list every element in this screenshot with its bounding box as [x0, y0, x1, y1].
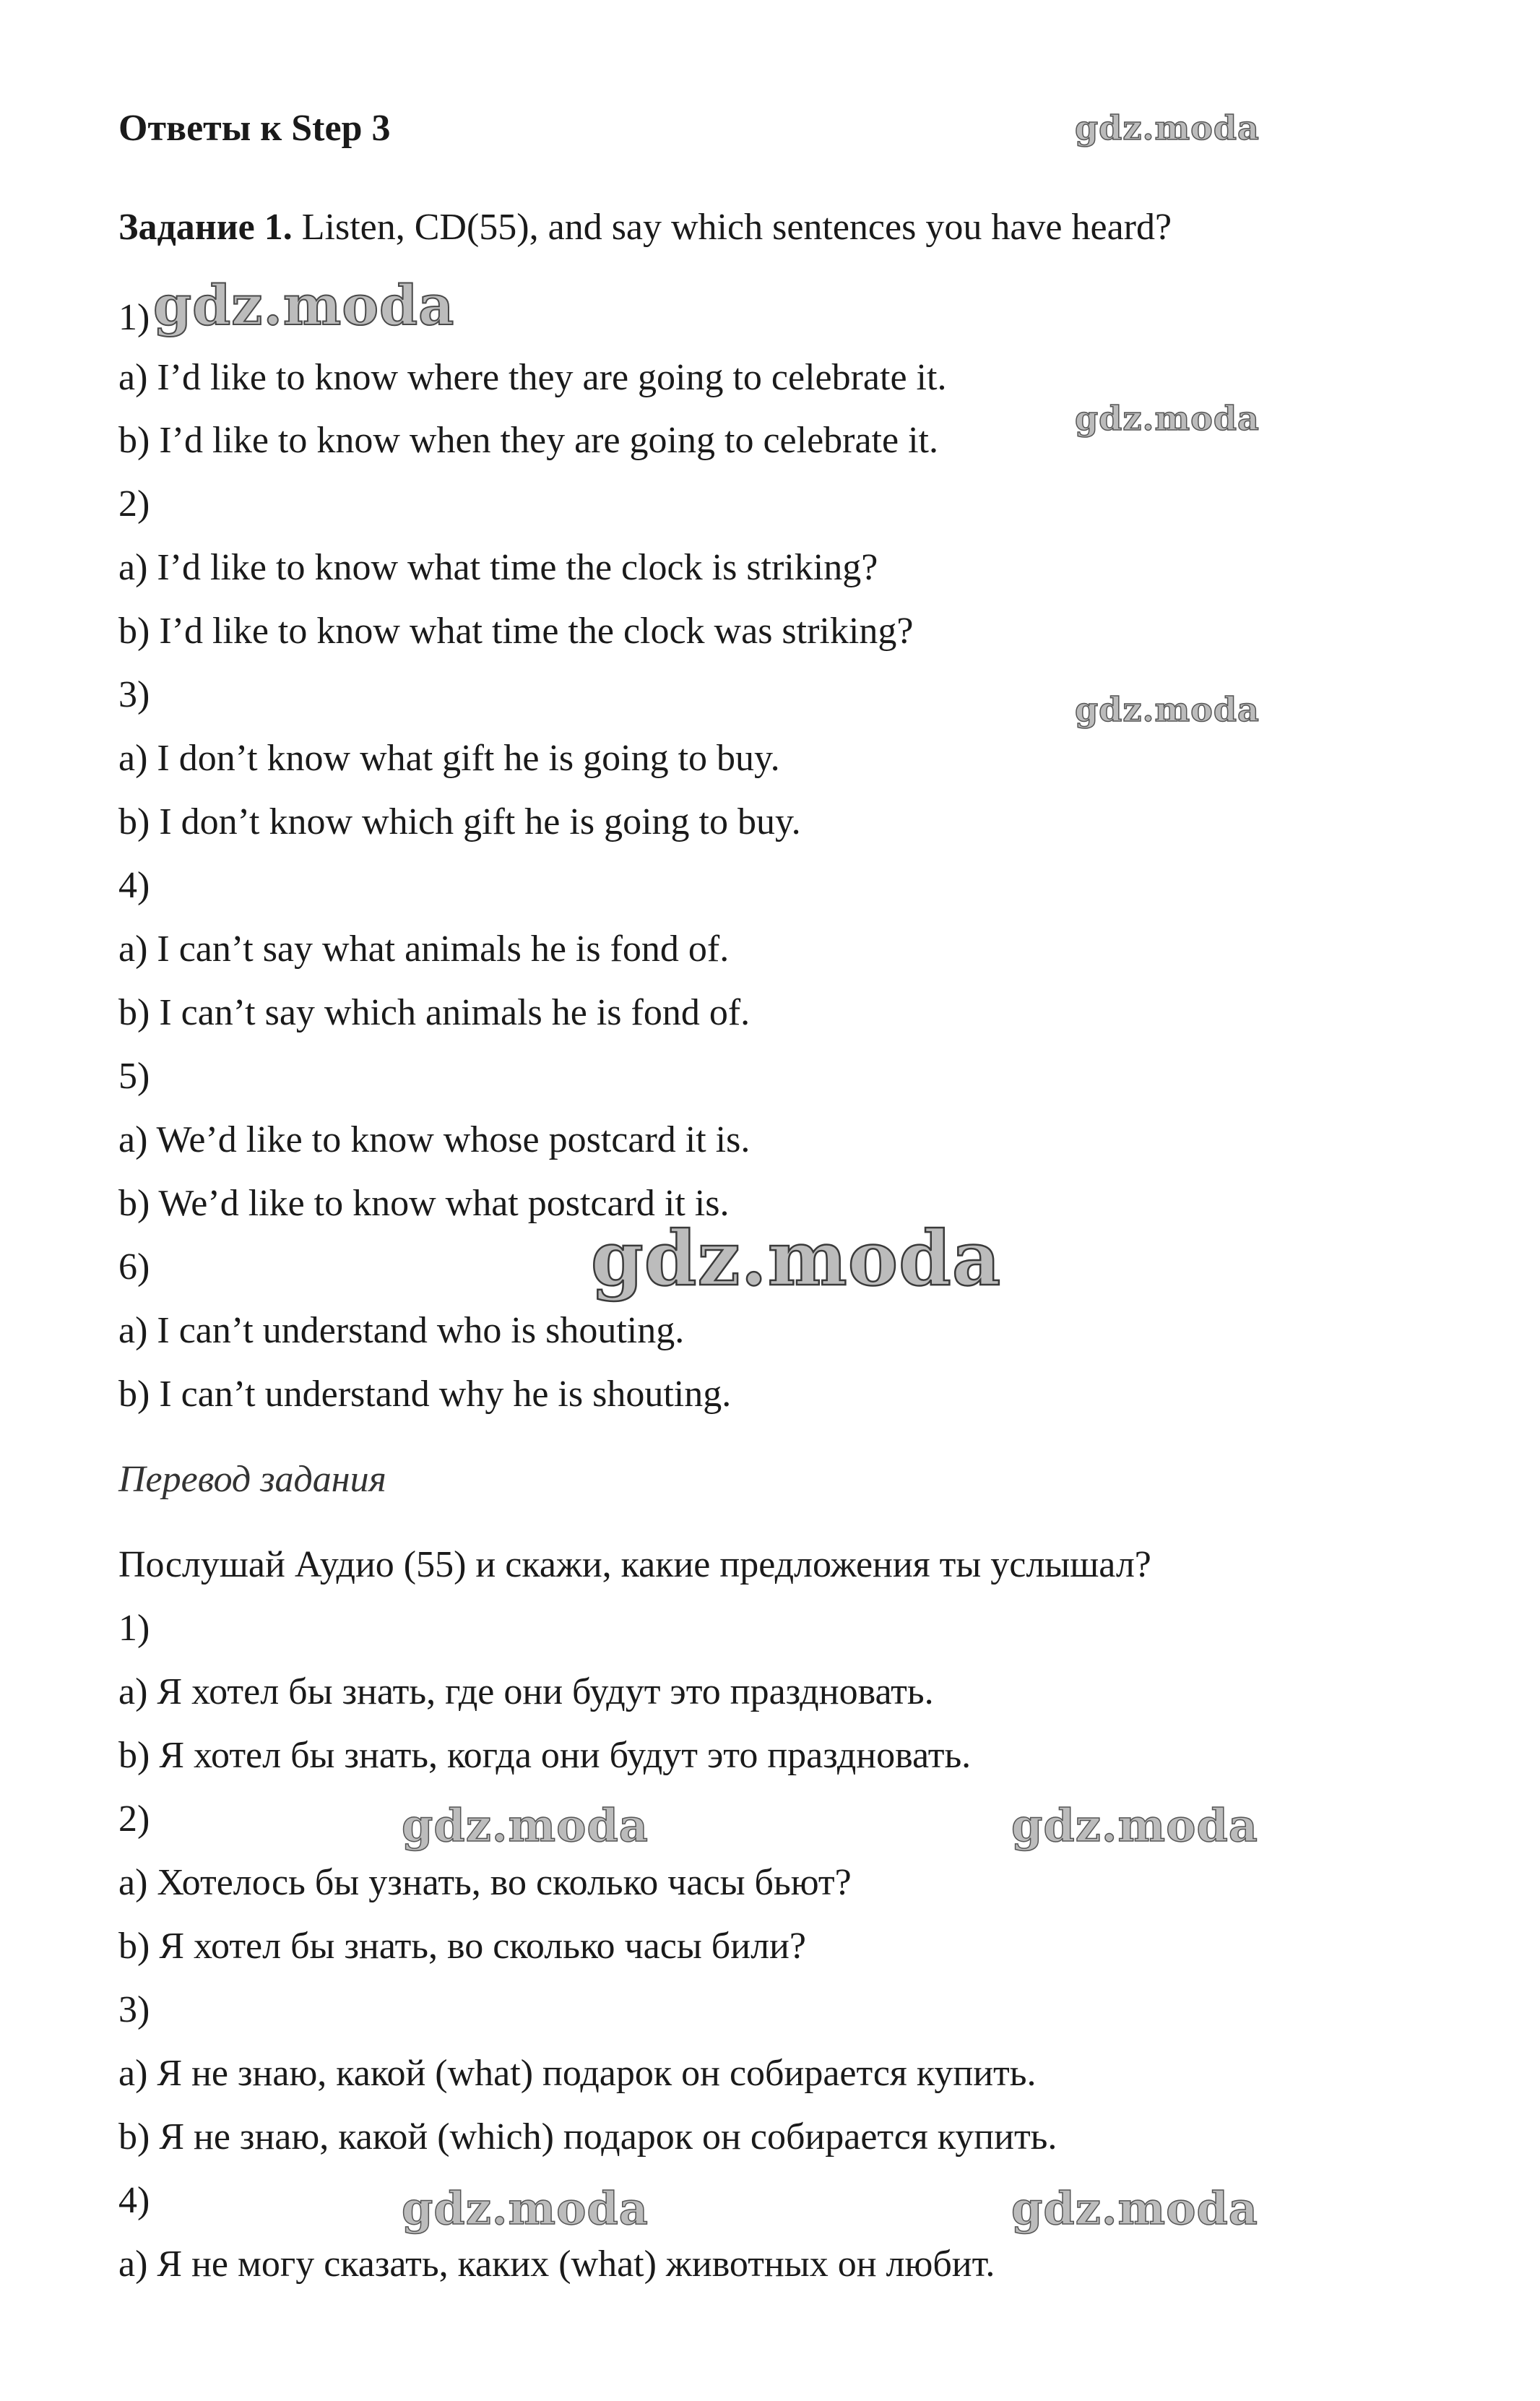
- list-item: a) I can’t understand who is shouting.: [118, 1310, 685, 1351]
- list-item: 3): [118, 1989, 150, 2030]
- watermark: gdz.moda: [1075, 399, 1260, 438]
- list-item: a) I’d like to know where they are going to celebrate it.: [118, 357, 947, 398]
- list-item: 1): [118, 1608, 150, 1649]
- list-item: b) I’d like to know what time the clock was striking?: [118, 611, 914, 652]
- watermark: gdz.moda: [153, 273, 455, 337]
- watermark: gdz.moda: [1075, 690, 1260, 729]
- list-item: b) Я хотел бы знать, во сколько часы били?: [118, 1926, 806, 1967]
- list-item: a) Я не могу сказать, каких (what) животных он любит.: [118, 2243, 995, 2285]
- list-item: 5): [118, 1056, 150, 1097]
- list-item: a) Я не знаю, какой (what) подарок он собирается купить.: [118, 2053, 1037, 2094]
- list-item: a) We’d like to know whose postcard it is.: [118, 1119, 750, 1160]
- translation-instruction: Послушай Аудио (55) и скажи, какие предложения ты услышал?: [118, 1544, 1151, 1585]
- list-item: a) Хотелось бы узнать, во сколько часы бьют?: [118, 1862, 852, 1903]
- list-item: 4): [118, 865, 150, 906]
- list-item: 3): [118, 674, 150, 715]
- task-label: Задание 1.: [118, 207, 293, 248]
- task-heading: [118, 206, 1172, 249]
- list-item: b) I can’t understand why he is shouting.: [118, 1374, 732, 1415]
- list-item: a) I don’t know what gift he is going to buy.: [118, 738, 780, 779]
- list-item: a) Я хотел бы знать, где они будут это праздновать.: [118, 1671, 934, 1712]
- watermark: gdz.moda: [591, 1214, 1002, 1303]
- list-item: b) Я хотел бы знать, когда они будут это праздновать.: [118, 1735, 972, 1776]
- task-instruction: Listen, CD(55), and say which sentences you have heard?: [301, 207, 1172, 248]
- watermark: gdz.moda: [402, 2182, 649, 2235]
- list-item: b) I’d like to know when they are going to celebrate it.: [118, 420, 938, 461]
- watermark: gdz.moda: [1075, 108, 1260, 147]
- list-item: 2): [118, 1798, 150, 1840]
- list-item: 6): [118, 1246, 150, 1288]
- list-item: b) I don’t know which gift he is going to buy.: [118, 801, 801, 842]
- list-item: 2): [118, 483, 150, 525]
- list-item: b) I can’t say which animals he is fond of.: [118, 992, 750, 1033]
- watermark: gdz.moda: [402, 1799, 649, 1852]
- list-item: b) We’d like to know what postcard it is.: [118, 1183, 730, 1224]
- translation-heading: Перевод задания: [118, 1459, 386, 1500]
- list-item: a) I’d like to know what time the clock is striking?: [118, 547, 878, 588]
- list-item: a) I can’t say what animals he is fond of.: [118, 928, 730, 970]
- watermark: gdz.moda: [1011, 1799, 1258, 1852]
- list-item: b) Я не знаю, какой (which) подарок он собирается купить.: [118, 2116, 1057, 2158]
- page-title: Ответы к Step 3: [118, 108, 391, 149]
- list-item: 1): [118, 297, 150, 338]
- list-item: 4): [118, 2180, 150, 2221]
- watermark: gdz.moda: [1011, 2182, 1258, 2235]
